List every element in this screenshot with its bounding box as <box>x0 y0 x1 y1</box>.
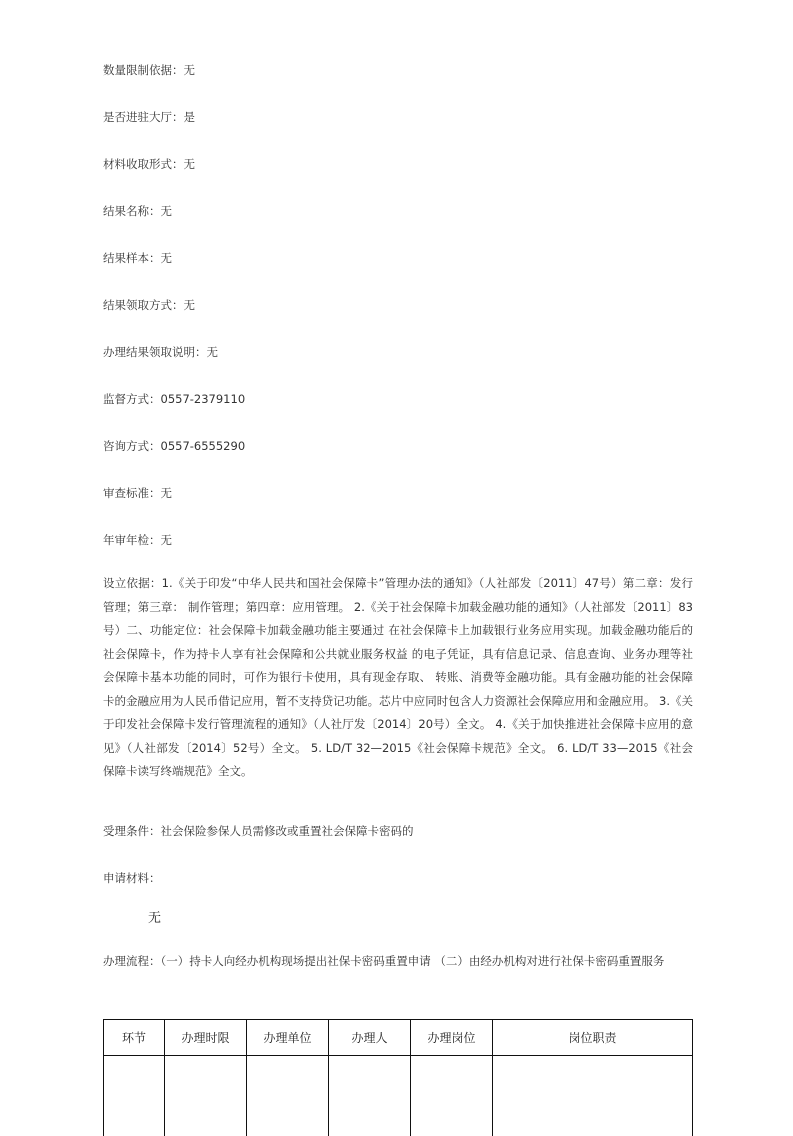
field-label: 结果样本： <box>103 251 161 265</box>
field-quantity-limit-basis <box>103 62 195 78</box>
field-value: 无 <box>161 533 173 547</box>
process-paragraph <box>103 950 693 974</box>
field-result-pickup-method <box>103 297 195 313</box>
field-label: 办理结果领取说明： <box>103 345 207 359</box>
process-table <box>103 1019 693 1136</box>
field-value: 无 <box>184 63 196 77</box>
table-header-handling-unit: 办理单位 <box>247 1020 329 1056</box>
field-label: 咨询方式： <box>103 439 161 453</box>
field-value: 无 <box>184 298 196 312</box>
field-label: 监督方式： <box>103 392 161 406</box>
field-in-hall <box>103 109 195 125</box>
process-text: （一）持卡人向经办机构现场提出社保卡密码重置申请 （二）由经办机构对进行社保卡密码重置服务 <box>161 954 665 968</box>
table-cell <box>329 1056 411 1136</box>
process-label: 办理流程： <box>103 954 161 968</box>
table-cell <box>165 1056 247 1136</box>
field-label: 年审年检： <box>103 533 161 547</box>
acceptance-conditions <box>103 823 414 839</box>
field-label: 数量限制依据： <box>103 63 184 77</box>
table-cell <box>247 1056 329 1136</box>
acceptance-conditions-label: 受理条件： <box>103 824 161 838</box>
field-annual-review <box>103 532 172 548</box>
table-cell <box>411 1056 493 1136</box>
field-consultation-method <box>103 438 245 454</box>
field-result-name <box>103 203 172 219</box>
table-header-row <box>104 1020 693 1056</box>
field-supervision-method <box>103 391 245 407</box>
legal-basis-paragraph <box>103 572 693 784</box>
field-value: 是 <box>184 110 196 124</box>
field-material-collection-form <box>103 156 195 172</box>
field-value: 无 <box>161 486 173 500</box>
legal-basis-text: 1.《关于印发“中华人民共和国社会保障卡”管理办法的通知》（人社部发〔2011〕47号）第二章：发行管理；第三章： 制作管理；第四章：应用管理。 2.《关于社会保障卡加载金融功能的通知》（人社部发〔2011〕83号）二、功能定位：社会保障卡加载金融功能主要通过 在社会保障卡上加载银行业务应用实现。加载金融功能后的社会保障卡，作为持卡人享有社会保障和公共就业服务权益 的电子凭证，具有信息记录、信息查询、业务办理等社会保障卡基本功能的同时，可作为银行卡使用，具有现金存取、 转账、消费等金融功能。具有金融功能的社会保障卡的金融应用为人民币借记应用，暂不支持贷记功能。芯片中应同时包含人力资源社会保障应用和金融应用。 3.《关于印发社会保障卡发行管理流程的通知》（人社厅发〔2014〕20号）全文。 4.《关于加快推进社会保障卡应用的意见》（人社部发〔2014〕52号）全文。 5. LD/T 32—2015《社会保障卡规范》全文。 6. LD/T 33—2015《社会保障卡读写终端规范》全文。 <box>103 576 693 778</box>
field-value: 无 <box>161 204 173 218</box>
field-value: 无 <box>161 251 173 265</box>
field-label: 是否进驻大厅： <box>103 110 184 124</box>
application-materials-label: 申请材料： <box>103 870 161 886</box>
field-value: 0557-2379110 <box>161 392 246 406</box>
table-header-step: 环节 <box>104 1020 165 1056</box>
acceptance-conditions-text: 社会保险参保人员需修改或重置社会保障卡密码的 <box>161 824 414 838</box>
field-value: 无 <box>207 345 219 359</box>
field-value: 0557-6555290 <box>161 439 246 453</box>
table-header-time-limit: 办理时限 <box>165 1020 247 1056</box>
field-result-sample <box>103 250 172 266</box>
table-header-post-duty: 岗位职责 <box>493 1020 693 1056</box>
table-header-post: 办理岗位 <box>411 1020 493 1056</box>
table-cell <box>493 1056 693 1136</box>
table-header-handler: 办理人 <box>329 1020 411 1056</box>
field-result-pickup-note <box>103 344 218 360</box>
legal-basis-label: 设立依据： <box>103 576 162 590</box>
field-label: 审查标准： <box>103 486 161 500</box>
field-review-standard <box>103 485 172 501</box>
application-materials-value: 无 <box>148 911 161 927</box>
table-cell <box>104 1056 165 1136</box>
field-label: 结果领取方式： <box>103 298 184 312</box>
table-row <box>104 1056 693 1136</box>
field-label: 材料收取形式： <box>103 157 184 171</box>
field-label: 结果名称： <box>103 204 161 218</box>
field-value: 无 <box>184 157 196 171</box>
